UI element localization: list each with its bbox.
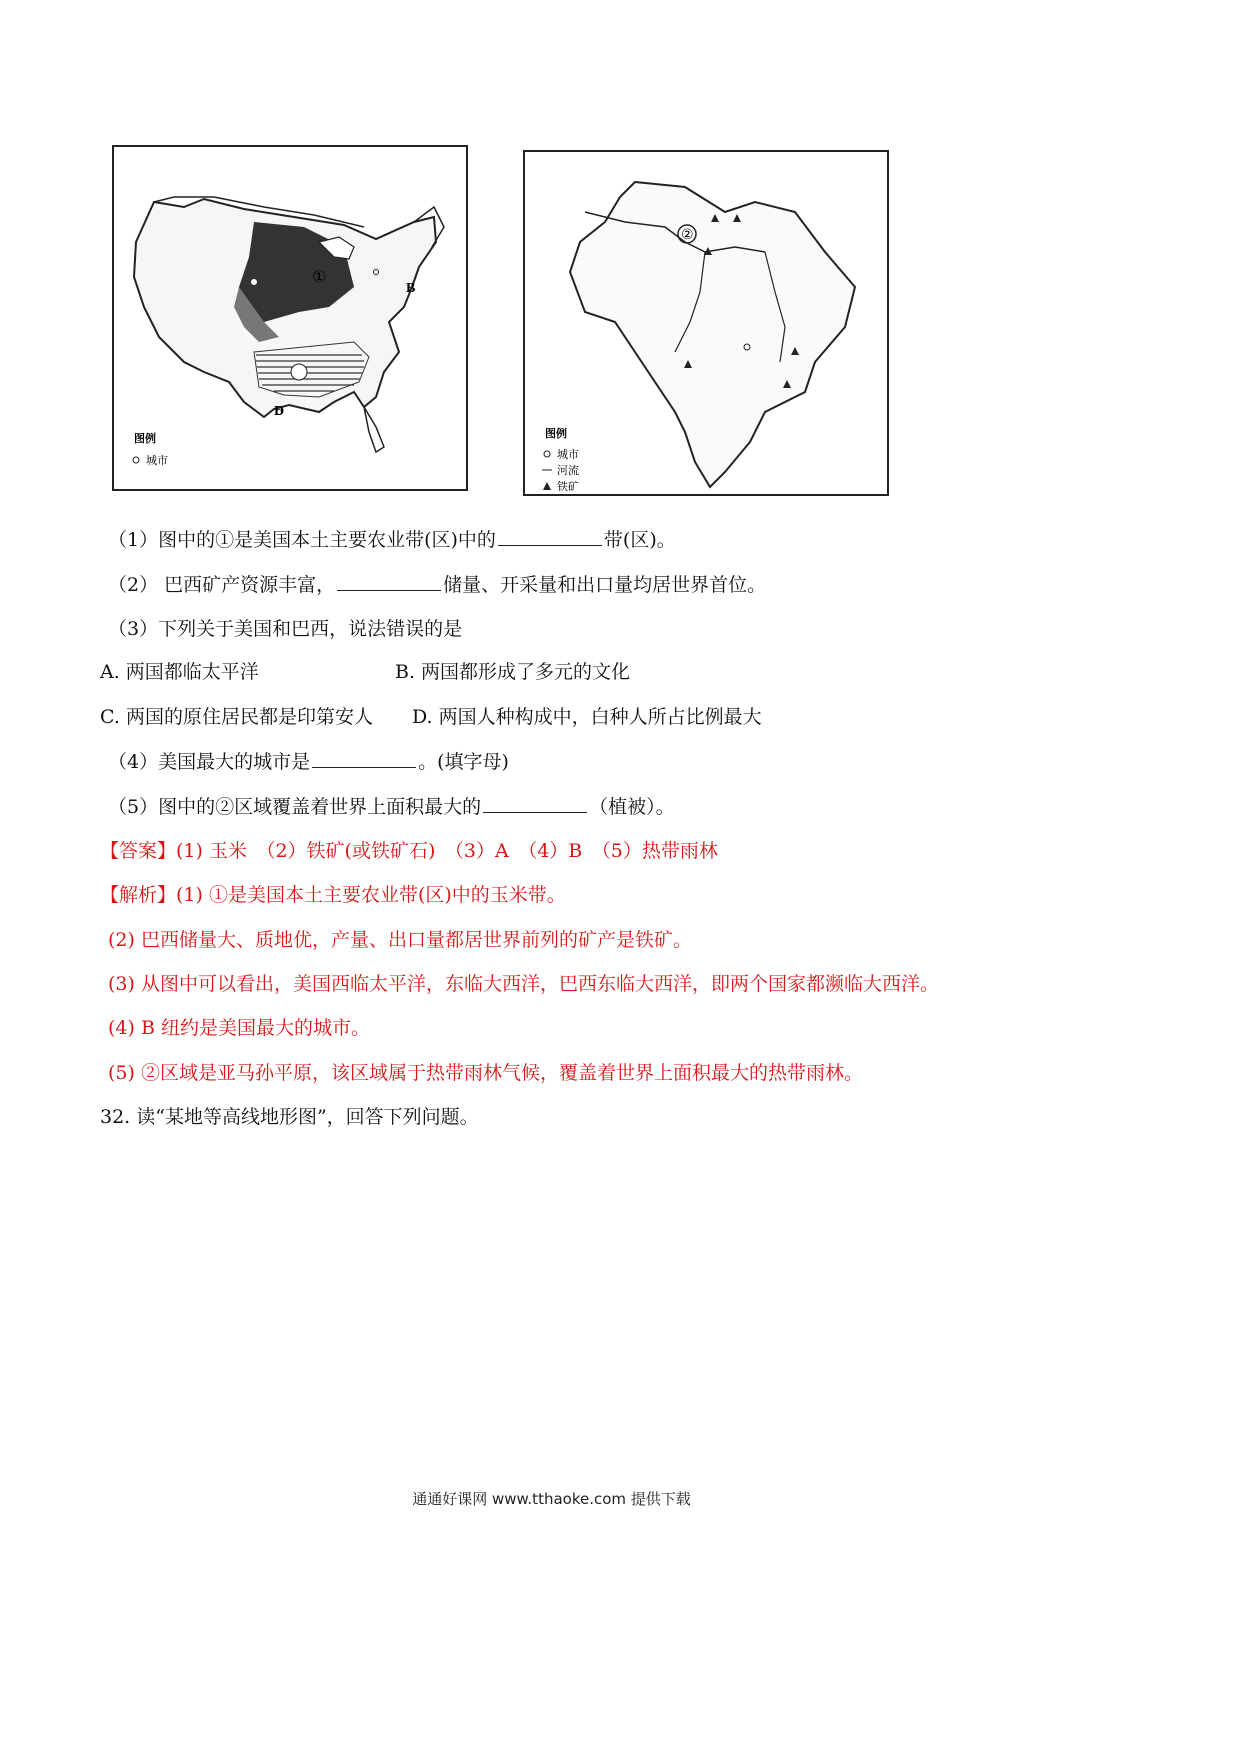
brazil-map (523, 150, 889, 496)
question-32-prompt: 32. 读“某地等高线地形图”，回答下列问题。 (100, 1106, 479, 1128)
usa-legend-city-icon (133, 457, 139, 463)
footer-text: 通通好课网 www.tthaoke.com 提供下载 (412, 1490, 691, 1508)
analysis-text-1: (1) ①是美国本土主要农业带(区)中的玉米带。 (176, 884, 566, 906)
question-1-blank[interactable] (498, 527, 602, 546)
question-4 (108, 749, 509, 774)
analysis-line-2: (2) 巴西储量大、质地优，产量、出口量都居世界前列的矿产是铁矿。 (108, 929, 692, 951)
brazil-legend-ore: 铁矿 (557, 480, 579, 493)
florida (364, 407, 384, 452)
question-5 (108, 794, 675, 819)
question-5-suffix: （植被）。 (589, 796, 675, 818)
question-1-suffix: 带(区)。 (603, 529, 676, 551)
question-1 (108, 527, 676, 552)
brazil-legend-city: 城市 (557, 448, 579, 461)
question-5-blank[interactable] (483, 794, 587, 813)
question-5-text: （5）图中的②区域覆盖着世界上面积最大的 (108, 796, 482, 818)
usa-legend-title: 图例 (134, 432, 156, 445)
question-4-blank[interactable] (312, 749, 416, 768)
answer-text: (1) 玉米 （2）铁矿(或铁矿石) （3）A （4）B （5）热带雨林 (176, 840, 718, 862)
brazil-outline (570, 182, 855, 487)
option-d: D. 两国人种构成中，白种人所占比例最大 (412, 706, 762, 728)
brazil-legend-ore-icon (543, 482, 551, 490)
answer-line (100, 839, 718, 863)
label-d: D (274, 404, 285, 419)
label-circle-1: ① (312, 267, 327, 286)
option-b: B. 两国都形成了多元的文化 (395, 661, 631, 683)
brazil-map-drawing (525, 152, 887, 494)
white-patch (291, 364, 307, 380)
analysis-line-3: (3) 从图中可以看出，美国西临太平洋，东临大西洋，巴西东临大西洋，即两个国家都濒临大西洋。 (108, 973, 939, 995)
usa-map-drawing (114, 147, 466, 489)
city-dot-b (374, 270, 379, 275)
brazil-legend-city-icon (544, 451, 550, 457)
answer-label: 【答案】 (100, 840, 177, 862)
usa-legend-city: 城市 (146, 454, 168, 467)
brazil-legend-river: 河流 (557, 464, 579, 477)
question-2 (108, 572, 766, 597)
question-4-text: （4）美国最大的城市是 (108, 751, 311, 773)
usa-map (112, 145, 468, 491)
analysis-line-4: (4) B 纽约是美国最大的城市。 (108, 1017, 370, 1039)
option-a: A. 两国都临太平洋 (100, 661, 259, 683)
question-2-suffix: 储量、开采量和出口量均居世界首位。 (443, 574, 767, 596)
analysis-label: 【解析】 (100, 884, 177, 906)
analysis-line-5: (5) ②区域是亚马孙平原，该区域属于热带雨林气候，覆盖着世界上面积最大的热带雨林。 (108, 1062, 863, 1084)
question-2-text: （2） 巴西矿产资源丰富， (108, 574, 336, 596)
option-c: C. 两国的原住居民都是印第安人 (100, 706, 373, 728)
analysis-line-1 (100, 883, 566, 907)
question-3: （3）下列关于美国和巴西，说法错误的是 (108, 618, 463, 640)
question-2-blank[interactable] (337, 572, 441, 591)
question-1-text: （1）图中的①是美国本土主要农业带(区)中的 (108, 529, 496, 551)
label-circle-2: ② (681, 227, 694, 243)
brazil-legend-title: 图例 (545, 427, 567, 440)
label-b: B (406, 281, 416, 296)
question-4-suffix: 。(填字母) (418, 751, 509, 773)
city-dot-1 (252, 280, 257, 285)
